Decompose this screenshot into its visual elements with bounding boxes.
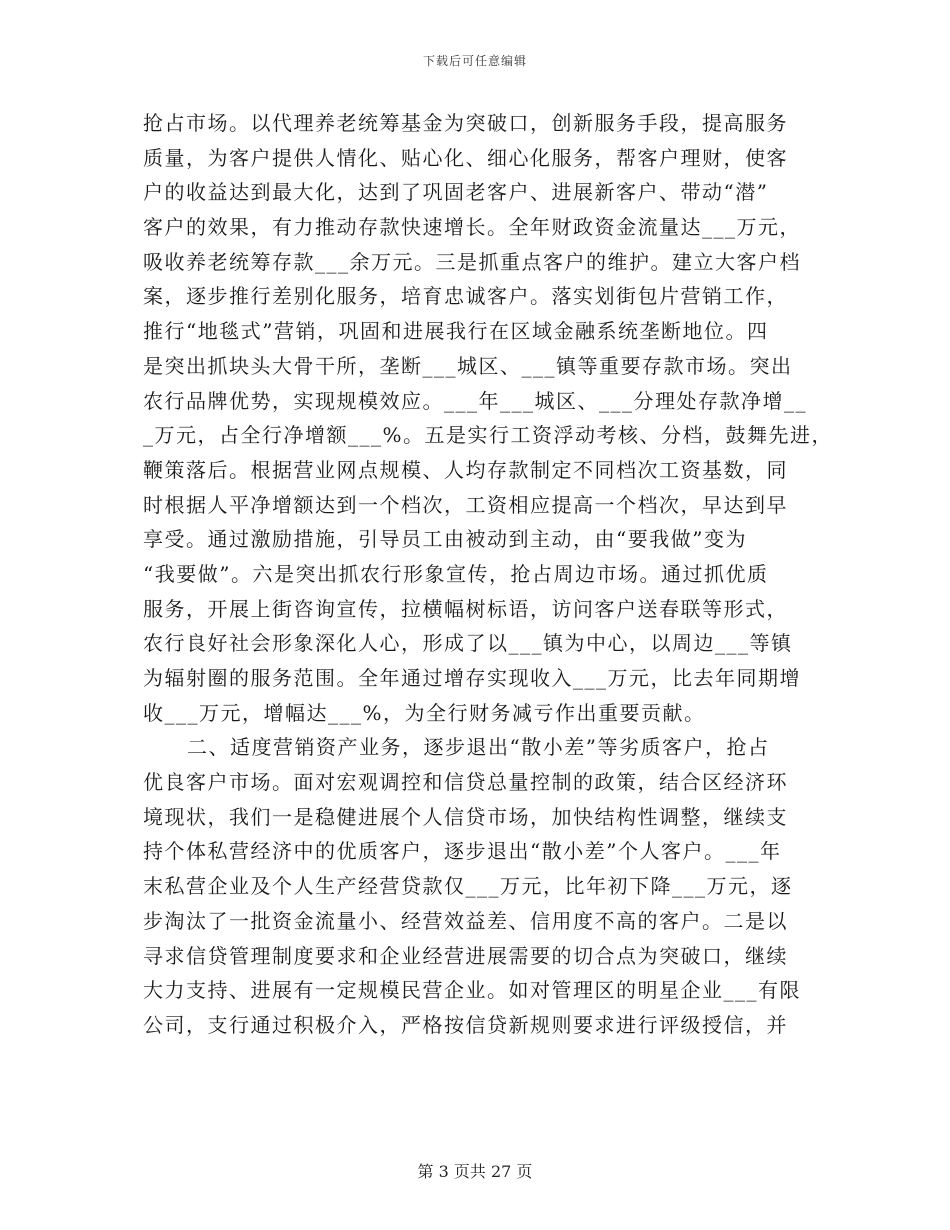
text-line: 公司，支行通过积极介入，严格按信贷新规则要求进行评级授信，并 — [143, 1012, 788, 1037]
text-line: 推行“地毯式”营销，巩固和进展我行在区域金融系统垄断地位。四 — [143, 319, 769, 344]
text-line: 持个体私营经济中的优质客户，逐步退出“散小差”个人客户。___年 — [143, 839, 782, 864]
text-line: 享受。通过激励措施，引导员工由被动到主动，由“要我做”变为 — [143, 527, 747, 552]
text-line: 二、适度营销资产业务，逐步退出“散小差”等劣质客户，抢占 — [187, 735, 770, 760]
text-line: 是突出抓块头大骨干所，垄断___城区、___镇等重要存款市场。突出 — [143, 353, 793, 378]
document-body — [143, 106, 834, 1043]
text-line: 质量，为客户提供人情化、贴心化、细心化服务，帮客户理财，使客 — [143, 145, 788, 170]
paragraph-1 — [143, 106, 834, 730]
text-line: 吸收养老统筹存款___余万元。三是抓重点客户的维护。建立大客户档 — [143, 249, 801, 274]
text-line: 收___万元，增幅达___%，为全行财务减亏作出重要贡献。 — [143, 700, 706, 725]
text-line: 大力支持、进展有一定规模民营企业。如对管理区的明星企业___有限 — [143, 978, 801, 1003]
text-line: “我要做”。六是突出抓农行形象宣传，抢占周边市场。通过抓优质 — [143, 561, 769, 586]
text-line: 农行品牌优势，实现规模效应。___年___城区、___分理处存款净增__ — [143, 388, 807, 413]
text-line: 步淘汰了一批资金流量小、经营效益差、信用度不高的客户。二是以 — [143, 908, 788, 933]
text-line: 鞭策落后。根据营业网点规模、人均存款制定不同档次工资基数，同 — [143, 457, 788, 482]
text-line: 时根据人平净增额达到一个档次，工资相应提高一个档次，早达到早 — [143, 492, 788, 517]
text-line: 境现状，我们一是稳健进展个人信贷市场，加快结构性调整，继续支 — [143, 804, 788, 829]
page-header: 下载后可任意编辑 — [422, 54, 527, 68]
text-line: 农行良好社会形象深化人心，形成了以___镇为中心，以周边___等镇 — [143, 631, 793, 656]
text-line: 寻求信贷管理制度要求和企业经营进展需要的切合点为突破口，继续 — [143, 943, 788, 968]
text-line: 案，逐步推行差别化服务，培育忠诚客户。落实划街包片营销工作， — [143, 284, 788, 309]
text-line: _万元，占全行净增额___%。五是实行工资浮动考核、分档，鼓舞先进， — [143, 423, 834, 448]
paragraph-2 — [143, 730, 807, 1042]
text-line: 客户的效果，有力推动存款快速增长。全年财政资金流量达___万元， — [143, 215, 801, 240]
text-line: 抢占市场。以代理养老统筹基金为突破口，创新服务手段，提高服务 — [143, 111, 788, 135]
text-line: 优良客户市场。面对宏观调控和信贷总量控制的政策，结合区经济环 — [143, 770, 788, 795]
text-line: 服务，开展上街咨询宣传，拉横幅树标语，访问客户送春联等形式， — [143, 596, 788, 621]
text-line: 户的收益达到最大化，达到了巩固老客户、进展新客户、带动“潜” — [143, 180, 769, 205]
text-line: 为辐射圈的服务范围。全年通过增存实现收入___万元，比去年同期增 — [143, 666, 801, 690]
text-line: 末私营企业及个人生产经营贷款仅___万元，比年初下降___万元，逐 — [143, 874, 793, 899]
page-footer: 第 3 页共 27 页 — [417, 1162, 533, 1181]
